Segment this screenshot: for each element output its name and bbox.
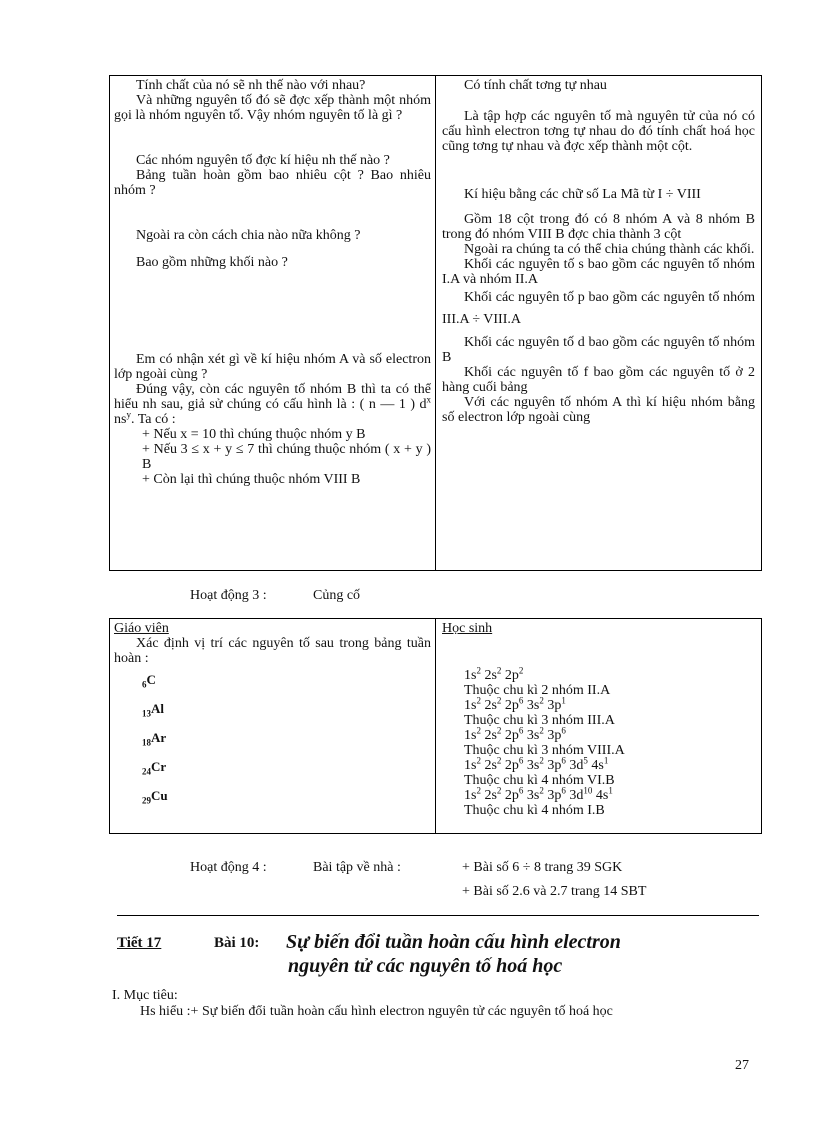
electron-config: $1s^2$ $2s^2$ $2p^6$ $3s^2$ $3p^6$ xyxy=(464,725,566,743)
answer-text: Với các nguyên tố nhóm A thì kí hiệu nhóm bằng số electron lớp ngoài cùng xyxy=(442,395,755,425)
activity-4-title: Bài tập về nhà : xyxy=(313,860,401,875)
rule-text: + Nếu 3 ≤ x + y ≤ 7 thì chúng thuộc nhóm ( x + y ) B xyxy=(142,442,431,472)
section-divider xyxy=(117,915,759,916)
lesson-title-line-1: Sự biến đổi tuần hoàn cấu hình electron xyxy=(286,931,621,953)
lesson-title-line-2: nguyên tử các nguyên tố hoá học xyxy=(288,955,563,977)
answer-text: Khối các nguyên tố p bao gồm các nguyên tố nhóm III.A ÷ VIII.A xyxy=(442,290,755,327)
period-group-answer: Thuộc chu kì 4 nhóm VI.B xyxy=(464,773,615,788)
lesson-number: Bài 10: xyxy=(214,935,260,951)
period-group-answer: Thuộc chu kì 2 nhóm II.A xyxy=(464,683,611,698)
question-text: Và những nguyên tố đó sẽ đợc xếp thành một nhóm gọi là nhóm nguyên tố. Vậy nhóm nguyên tố là gì ? xyxy=(114,93,431,123)
answer-text: Có tính chất tơng tự nhau xyxy=(464,78,607,93)
element-symbol: $_6$C xyxy=(142,672,156,690)
answer-text: Ngoài ra chúng ta có thể chia chúng thành các khối. xyxy=(464,242,755,257)
homework-item: + Bài số 2.6 và 2.7 trang 14 SBT xyxy=(462,884,647,899)
period-group-answer: Thuộc chu kì 3 nhóm VIII.A xyxy=(464,743,625,758)
answer-text: Khối các nguyên tố d bao gồm các nguyên tố nhóm B xyxy=(442,335,755,365)
student-header: Học sinh xyxy=(442,621,493,636)
question-text: Các nhóm nguyên tố đợc kí hiệu nh thế nào ? xyxy=(136,153,390,168)
period-group-answer: Thuộc chu kì 4 nhóm I.B xyxy=(464,803,605,818)
period-group-answer: Thuộc chu kì 3 nhóm III.A xyxy=(464,713,615,728)
teacher-header: Giáo viên xyxy=(114,621,169,636)
activity-4-label: Hoạt động 4 : xyxy=(190,860,267,875)
element-symbol: $_{18}$Ar xyxy=(142,730,167,748)
exercise-table xyxy=(109,618,762,834)
teacher-column xyxy=(110,76,436,571)
page-number: 27 xyxy=(735,1058,749,1073)
element-symbol: $_{13}$Al xyxy=(142,701,164,719)
answer-text: Khối các nguyên tố s bao gồm các nguyên tố nhóm I.A và nhóm II.A xyxy=(442,257,755,287)
question-text: Bao gồm những khối nào ? xyxy=(136,255,288,270)
rule-text: + Nếu x = 10 thì chúng thuộc nhóm y B xyxy=(142,427,366,442)
activity-3-title: Củng cố xyxy=(313,588,361,603)
student-column xyxy=(436,619,762,834)
question-text: Đúng vậy, còn các nguyên tố nhóm B thì ta có thể hiểu nh sau, giả sử chúng có cấu hình là : ( n — 1 ) $d^x$ $ns^y$. Ta có : xyxy=(114,382,431,427)
electron-config: $1s^2$ $2s^2$ $2p^6$ $3s^2$ $3p^6$ $3d^5$ $4s^1$ xyxy=(464,755,609,773)
element-symbol: $_{29}$Cu xyxy=(142,788,168,806)
activity-3-label: Hoạt động 3 : xyxy=(190,588,267,603)
objectives-line: Hs hiểu :+ Sự biến đổi tuần hoàn cấu hình electron nguyên tử các nguyên tố hoá học xyxy=(140,1004,613,1019)
discussion-table xyxy=(109,75,762,571)
homework-item: + Bài số 6 ÷ 8 trang 39 SGK xyxy=(462,860,623,875)
answer-text: Kí hiệu bằng các chữ số La Mã từ I ÷ VIII xyxy=(464,187,701,202)
question-text: Ngoài ra còn cách chia nào nữa không ? xyxy=(136,228,361,243)
teacher-column xyxy=(110,619,436,834)
question-text: Tính chất của nó sẽ nh thế nào với nhau? xyxy=(136,78,366,93)
answer-text: Là tập hợp các nguyên tố mà nguyên tử của nó có cấu hình electron tơng tự nhau do đó tính chất hoá học cũng tơng tự nhau và đợc xếp thành một cột. xyxy=(442,109,755,154)
question-text: Bảng tuần hoàn gồm bao nhiêu cột ? Bao nhiêu nhóm ? xyxy=(114,168,431,198)
electron-config: $1s^2$ $2s^2$ $2p^6$ $3s^2$ $3p^6$ $3d^{10}$ $4s^1$ xyxy=(464,785,613,803)
question-text: Em có nhận xét gì về kí hiệu nhóm A và số electron lớp ngoài cùng ? xyxy=(114,352,431,382)
answer-text: Gồm 18 cột trong đó có 8 nhóm A và 8 nhóm B trong đó nhóm VIII B đợc chia thành 3 cột xyxy=(442,212,755,242)
rule-text: + Còn lại thì chúng thuộc nhóm VIII B xyxy=(142,472,361,487)
objectives-heading: I. Mục tiêu: xyxy=(112,988,178,1003)
element-symbol: $_{24}$Cr xyxy=(142,759,167,777)
lesson-period: Tiết 17 xyxy=(117,935,162,951)
electron-config: $1s^2$ $2s^2$ $2p^6$ $3s^2$ $3p^1$ xyxy=(464,695,566,713)
student-column xyxy=(436,76,762,571)
answer-text: Khối các nguyên tố f bao gồm các nguyên tố ở 2 hàng cuối bảng xyxy=(442,365,755,395)
exercise-prompt: Xác định vị trí các nguyên tố sau trong bảng tuần hoàn : xyxy=(114,636,431,666)
electron-config: $1s^2$ $2s^2$ $2p^2$ xyxy=(464,665,524,683)
